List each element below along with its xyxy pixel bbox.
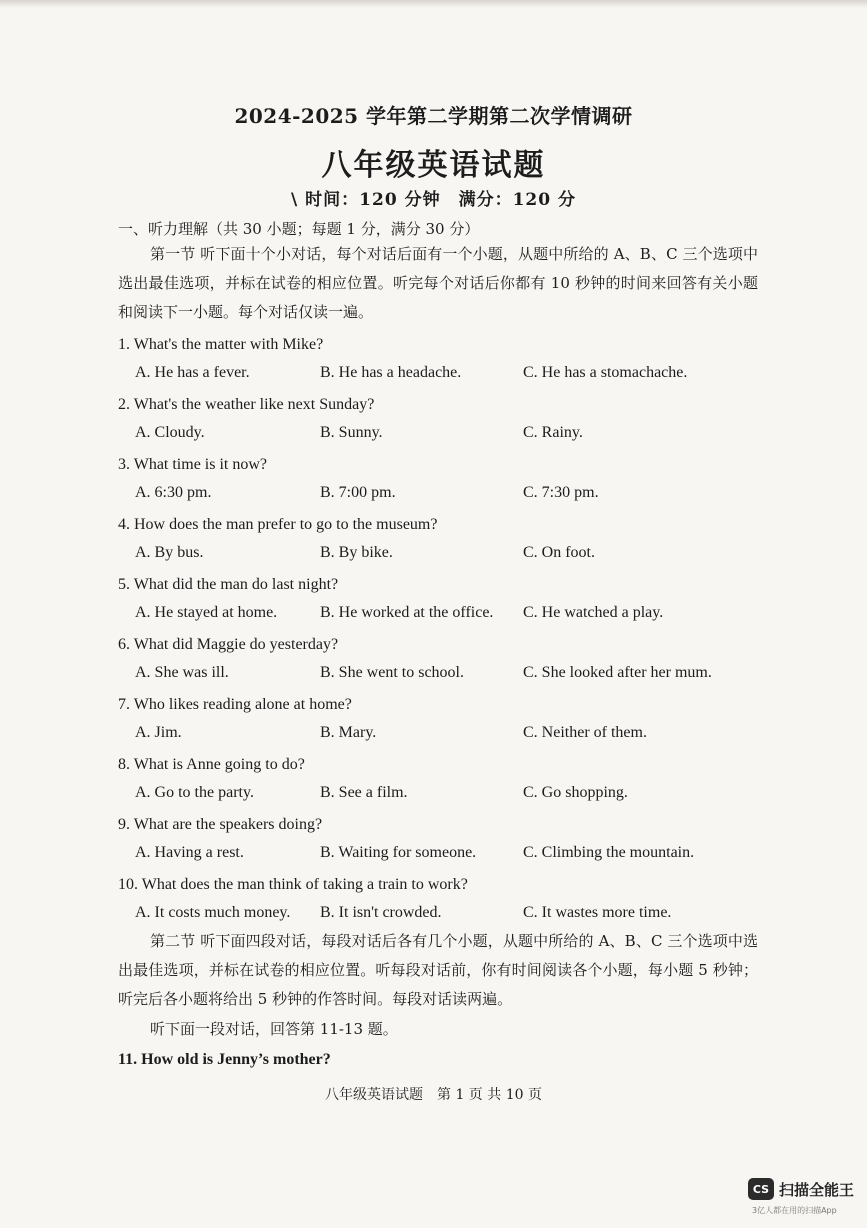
- option-c: C. Rainy.: [523, 424, 583, 441]
- option-b: B. 7:00 pm.: [320, 484, 396, 501]
- option-b: B. See a film.: [320, 784, 408, 801]
- option-a: A. Having a rest.: [135, 844, 244, 861]
- camscanner-icon: CS: [748, 1178, 774, 1200]
- question-stem: 7. Who likes reading alone at home?: [118, 696, 352, 713]
- option-a: A. Jim.: [135, 724, 182, 741]
- question-stem: 10. What does the man think of taking a train to work?: [118, 876, 468, 893]
- question-stem: 4. How does the man prefer to go to the museum?: [118, 516, 438, 533]
- option-b: B. Waiting for someone.: [320, 844, 477, 861]
- option-b: B. She went to school.: [320, 664, 464, 681]
- option-c: C. She looked after her mum.: [523, 664, 712, 681]
- scanner-app-name: 扫描全能王: [779, 1180, 855, 1199]
- section-heading: 一、听力理解（共 30 小题；每题 1 分，满分 30 分）: [118, 220, 480, 238]
- option-a: A. She was ill.: [135, 664, 229, 681]
- subject-title: 八年级英语试题: [321, 148, 546, 183]
- exam-title: 2024-2025 学年第二学期第二次学情调研: [234, 104, 633, 128]
- part2-instructions: 第二节 听下面四段对话，每段对话后各有几个小题，从题中所给的 A、B、C 三个选项中选出最佳选项，并标在试卷的相应位置。听每段对话前，你有时间阅读各个小题，每小题 5 秒钟；听完后各小题将给出 5 秒钟的作答时间。每段对话读两遍。: [118, 932, 758, 1008]
- question-stem: 2. What's the weather like next Sunday?: [118, 396, 375, 413]
- scanner-badge: [748, 1177, 854, 1201]
- option-a: A. It costs much money.: [135, 904, 291, 921]
- question-stem: 8. What is Anne going to do?: [118, 756, 305, 773]
- option-c: C. He has a stomachache.: [523, 364, 688, 381]
- page-footer: 八年级英语试题 第 1 页 共 10 页: [325, 1087, 542, 1103]
- question-11: 11. How old is Jenny’s mother?: [118, 1051, 331, 1068]
- option-b: B. By bike.: [320, 544, 393, 561]
- option-c: C. Neither of them.: [523, 724, 647, 741]
- option-a: A. By bus.: [135, 544, 204, 561]
- option-b: B. He has a headache.: [320, 364, 462, 381]
- time-info: \ 时间：120 分钟 满分：120 分: [291, 190, 576, 210]
- option-a: A. Cloudy.: [135, 424, 205, 441]
- option-c: C. On foot.: [523, 544, 595, 561]
- option-c: C. Go shopping.: [523, 784, 628, 801]
- option-a: A. He has a fever.: [135, 364, 250, 381]
- option-b: B. He worked at the office.: [320, 604, 494, 621]
- dialog-note: 听下面一段对话，回答第 11-13 题。: [150, 1020, 398, 1038]
- option-a: A. He stayed at home.: [135, 604, 278, 621]
- option-c: C. He watched a play.: [523, 604, 664, 621]
- question-stem: 1. What's the matter with Mike?: [118, 336, 324, 353]
- scanner-tagline: 3亿人都在用的扫描App: [752, 1206, 837, 1215]
- scan-edge: [0, 0, 867, 8]
- part1-instructions: 第一节 听下面十个小对话，每个对话后面有一个小题，从题中所给的 A、B、C 三个选项中选出最佳选项，并标在试卷的相应位置。听完每个对话后你都有 10 秒钟的时间来回答有关小题和阅读下一小题。每个对话仅读一遍。: [118, 245, 758, 321]
- option-c: C. It wastes more time.: [523, 904, 672, 921]
- option-b: B. Sunny.: [320, 424, 383, 441]
- question-stem: 6. What did Maggie do yesterday?: [118, 636, 339, 653]
- option-a: A. 6:30 pm.: [135, 484, 212, 501]
- question-stem: 9. What are the speakers doing?: [118, 816, 323, 833]
- option-b: B. Mary.: [320, 724, 377, 741]
- option-a: A. Go to the party.: [135, 784, 254, 801]
- option-b: B. It isn't crowded.: [320, 904, 442, 921]
- option-c: C. Climbing the mountain.: [523, 844, 695, 861]
- question-stem: 5. What did the man do last night?: [118, 576, 339, 593]
- option-c: C. 7:30 pm.: [523, 484, 599, 501]
- question-stem: 3. What time is it now?: [118, 456, 268, 473]
